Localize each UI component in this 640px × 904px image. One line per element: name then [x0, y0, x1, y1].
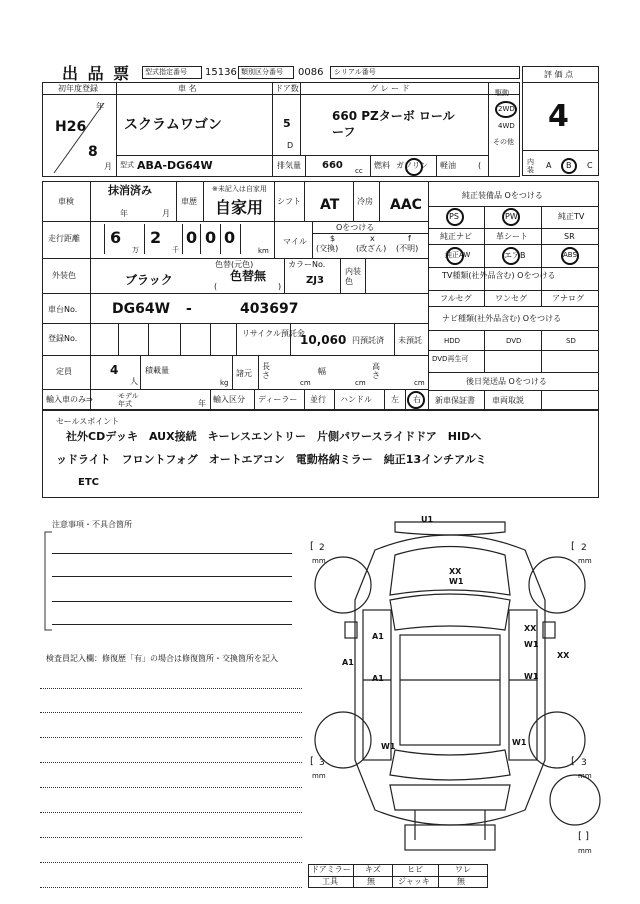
jack-none: 無	[457, 877, 465, 886]
equip-pw-circle	[502, 208, 520, 226]
first-reg-year: H26	[55, 119, 87, 135]
mileage-mile: マイル	[283, 237, 307, 246]
serial-label: シリアル番号	[334, 68, 376, 76]
mileage-man: 万	[132, 246, 139, 254]
drive-label: 駆動	[495, 89, 509, 97]
navi-dvd: DVD	[506, 337, 522, 345]
year-mark: 年	[96, 102, 104, 111]
sales-line2: ッドライト フロントフォグ オートエアコン 電動格納ミラー 純正13インチアルミ	[56, 453, 487, 466]
dims-width: 幅	[318, 367, 326, 376]
mirror-scratch: キズ	[365, 865, 381, 874]
fuel-label: 燃料	[374, 161, 390, 170]
tv-oneseg: ワンセグ	[495, 294, 527, 303]
inspection-year: 年	[120, 209, 128, 218]
mileage-digit5: 0	[224, 228, 236, 247]
dims-label: 諸元	[236, 369, 252, 378]
dmg-xx-outer-right: XX	[557, 651, 570, 660]
class-label: 類別区分番号	[241, 68, 283, 76]
equipment-title: 純正装備品 Oをつける	[462, 191, 543, 200]
grade-line1: 660 PZターボ ロール	[332, 109, 455, 123]
tv-type-title: TV種類(社外品含む) Oをつける	[442, 271, 556, 280]
mileage-digit2: 2	[150, 228, 162, 247]
navi-type-title: ナビ種類(社外品含む) Oをつける	[442, 314, 562, 323]
capacity-label: 定員	[56, 367, 72, 376]
dims-cm3: cm	[414, 379, 425, 387]
dmg-xx-top: XX	[449, 567, 462, 576]
fuel-circle	[405, 158, 423, 176]
mileage-note: Oをつける	[336, 223, 375, 232]
mileage-opt3-sub: (不明)	[396, 244, 419, 253]
dmg-xx-right: XX	[524, 624, 537, 633]
mileage-digit3: 0	[186, 228, 198, 247]
form-title: 出 品 票	[62, 64, 132, 83]
ac-label: 冷房	[357, 197, 373, 206]
equip-tv: 純正TV	[558, 212, 585, 221]
history-note: ※未記入は自家用	[212, 185, 267, 193]
drive-4wd: 4WD	[498, 122, 515, 130]
dmg-a1-left-upper: A1	[372, 632, 384, 641]
sales-label: セールスポイント	[56, 417, 120, 426]
equip-ps: PS	[449, 212, 459, 221]
color-value: ブラック	[125, 273, 173, 287]
equip-abs: ABS	[563, 251, 577, 259]
handle-right-circle	[407, 391, 425, 409]
dmg-u1: U1	[421, 515, 434, 524]
fuel-value: ガソリン	[396, 161, 428, 170]
color-code-label: カラーNo.	[288, 260, 326, 269]
grade-label: グ レ ー ド	[370, 84, 410, 93]
drive-2wd: 2WD	[498, 105, 515, 113]
navi-dvd-play: DVD再生可	[432, 355, 469, 363]
load-kg: kg	[220, 379, 229, 387]
import-left: 左	[391, 395, 399, 404]
dims-length: 長さ	[262, 362, 270, 380]
model-cert-label: 型式指定番号	[145, 68, 187, 76]
color-label: 外装色	[52, 271, 76, 280]
tire-fl-depth: 2	[319, 543, 325, 553]
model-label: 型式	[120, 161, 134, 169]
recycle-label: リサイクル預託金	[242, 329, 305, 338]
mirror-label: ドアミラー	[311, 865, 351, 874]
tv-fullseg: フルセグ	[440, 294, 472, 303]
equip-airbag: エアB	[504, 251, 526, 260]
displacement-label: 排気量	[277, 161, 301, 170]
interior-color-label: 内装色	[345, 267, 361, 286]
tv-analog: アナログ	[552, 294, 584, 303]
equip-aw: 純正AW	[445, 251, 471, 259]
equip-abs-circle	[561, 247, 579, 265]
tire-rl-mm: mm	[312, 772, 326, 780]
month-mark: 月	[104, 162, 112, 171]
inspector-label: 検査員記入欄：修復歴「有」の場合は修復箇所・交換箇所を記入	[46, 654, 278, 663]
mileage-digit4: 0	[205, 228, 217, 247]
import-parallel: 並行	[310, 395, 326, 404]
spare-mm: mm	[578, 847, 592, 855]
equip-ps-circle	[446, 208, 464, 226]
mileage-opt1: $	[330, 234, 336, 243]
mileage-sen: 千	[172, 246, 179, 254]
dmg-a1-left-outer: A1	[342, 658, 354, 667]
load-label: 積載量	[145, 366, 169, 375]
color-code: ZJ3	[306, 275, 324, 286]
first-reg-label: 初年度登録	[58, 84, 98, 93]
dmg-w1-top: W1	[449, 577, 464, 586]
equip-aw-circle	[446, 247, 464, 265]
model-value: ABA-DG64W	[137, 159, 213, 172]
doors-label: ドア数	[275, 84, 299, 93]
displacement-value: 660	[322, 160, 343, 171]
history-label: 車歴	[181, 197, 197, 206]
cc-unit: cc	[355, 167, 363, 175]
car-name-label: 車 名	[178, 84, 197, 93]
tire-rr-depth: 3	[581, 758, 587, 768]
tire-fr-mm: mm	[578, 557, 592, 565]
import-right: 右	[413, 395, 421, 404]
mirror-crack: ヒビ	[407, 865, 423, 874]
tools-none: 無	[367, 877, 375, 886]
recycle-paid: 円預託済	[352, 336, 384, 345]
mileage-km: km	[258, 247, 269, 255]
import-dealer: ディーラー	[258, 395, 298, 404]
caution-label: 注意事項・不具合箇所	[52, 520, 132, 529]
repaint-value: 色替無	[230, 269, 267, 283]
interior-b: B	[566, 161, 572, 170]
tools-label: 工具	[322, 877, 338, 886]
chassis-dash: -	[186, 301, 192, 317]
door-d: D	[287, 141, 294, 150]
dmg-w1-left-rear: W1	[381, 742, 396, 751]
chassis-label: 車台No.	[48, 305, 78, 314]
mirror-break: ワレ	[455, 865, 471, 874]
inspection-month: 月	[162, 209, 170, 218]
interior-circle	[561, 158, 577, 174]
dims-height: 高さ	[372, 362, 380, 380]
interior-a: A	[546, 161, 552, 170]
recycle-value: 10,060	[300, 333, 347, 347]
import-label: 輸入車のみ⇒	[46, 395, 93, 404]
sales-line1: 社外CDデッキ AUX接続 キーレスエントリー 片側パワースライドドア HIDヘ	[66, 430, 482, 443]
shift-label: シフト	[277, 197, 301, 206]
grade-line2: ーフ	[332, 125, 356, 139]
later-title: 後日発送品 Oをつける	[466, 377, 547, 386]
tire-fr-depth: 2	[581, 543, 587, 553]
repaint-label: 色替(元色)	[215, 260, 254, 269]
tire-fl-mm: mm	[312, 557, 326, 565]
model-cert-no: 15136	[205, 67, 237, 78]
import-model-year: モデル年式	[118, 392, 139, 408]
jack-label: ジャッキ	[398, 877, 430, 886]
later-manual: 車両取説	[492, 396, 524, 405]
dmg-a1-left-lower: A1	[372, 674, 384, 683]
rating-label: 評 価 点	[544, 70, 574, 79]
later-warranty: 新車保証書	[435, 396, 475, 405]
capacity-value: 4	[110, 363, 119, 377]
dims-cm1: cm	[300, 379, 311, 387]
doors-value: 5	[283, 117, 291, 130]
reg-label: 登録No.	[48, 334, 78, 343]
dmg-w1-right-lower: W1	[524, 672, 539, 681]
equip-sr: SR	[564, 232, 575, 241]
tire-rr-mm: mm	[578, 772, 592, 780]
class-no: 0086	[298, 67, 324, 78]
caution-bracket	[42, 530, 56, 632]
tire-rl-depth: 3	[319, 758, 325, 768]
import-handle: ハンドル	[340, 395, 372, 404]
interior-label: 内装	[527, 158, 534, 174]
interior-c: C	[587, 161, 593, 170]
mileage-opt1-sub: (交換)	[316, 244, 339, 253]
navi-sd: SD	[566, 337, 576, 345]
chassis-model: DG64W	[112, 301, 171, 317]
navi-hdd: HDD	[444, 337, 461, 345]
first-reg-month: 8	[88, 144, 98, 160]
import-year-mark: 年	[198, 399, 206, 408]
rating-value: 4	[548, 99, 569, 134]
mileage-opt3: f	[408, 234, 411, 243]
diesel-label: 軽油	[440, 161, 456, 170]
chassis-number: 403697	[240, 301, 299, 317]
dmg-w1-right-rear: W1	[512, 738, 527, 747]
recycle-unpaid: 未預託	[398, 336, 422, 345]
dmg-w1-right-upper: W1	[524, 640, 539, 649]
mileage-opt2: x	[370, 234, 375, 243]
mileage-opt2-sub: (改ざん)	[356, 244, 387, 253]
car-name: スクラムワゴン	[124, 117, 222, 133]
dims-cm2: cm	[355, 379, 366, 387]
capacity-unit: 人	[130, 377, 138, 386]
mileage-digit1: 6	[110, 228, 122, 247]
ac-value: AAC	[390, 197, 422, 213]
equip-pw: PW	[505, 212, 518, 221]
car-diagram	[305, 510, 605, 870]
inspection-value: 抹消済み	[108, 184, 152, 197]
mileage-label: 走行距離	[48, 234, 80, 243]
import-category: 輸入区分	[213, 395, 245, 404]
drive-other: その他	[493, 138, 514, 146]
inspection-label: 車検	[58, 197, 74, 206]
equip-airbag-circle	[502, 247, 520, 265]
equip-navi: 純正ナビ	[440, 232, 472, 241]
shift-value: AT	[320, 197, 340, 213]
history-value: 自家用	[215, 198, 264, 217]
sales-line3: ETC	[78, 477, 99, 488]
equip-leather: 革シート	[496, 232, 528, 241]
